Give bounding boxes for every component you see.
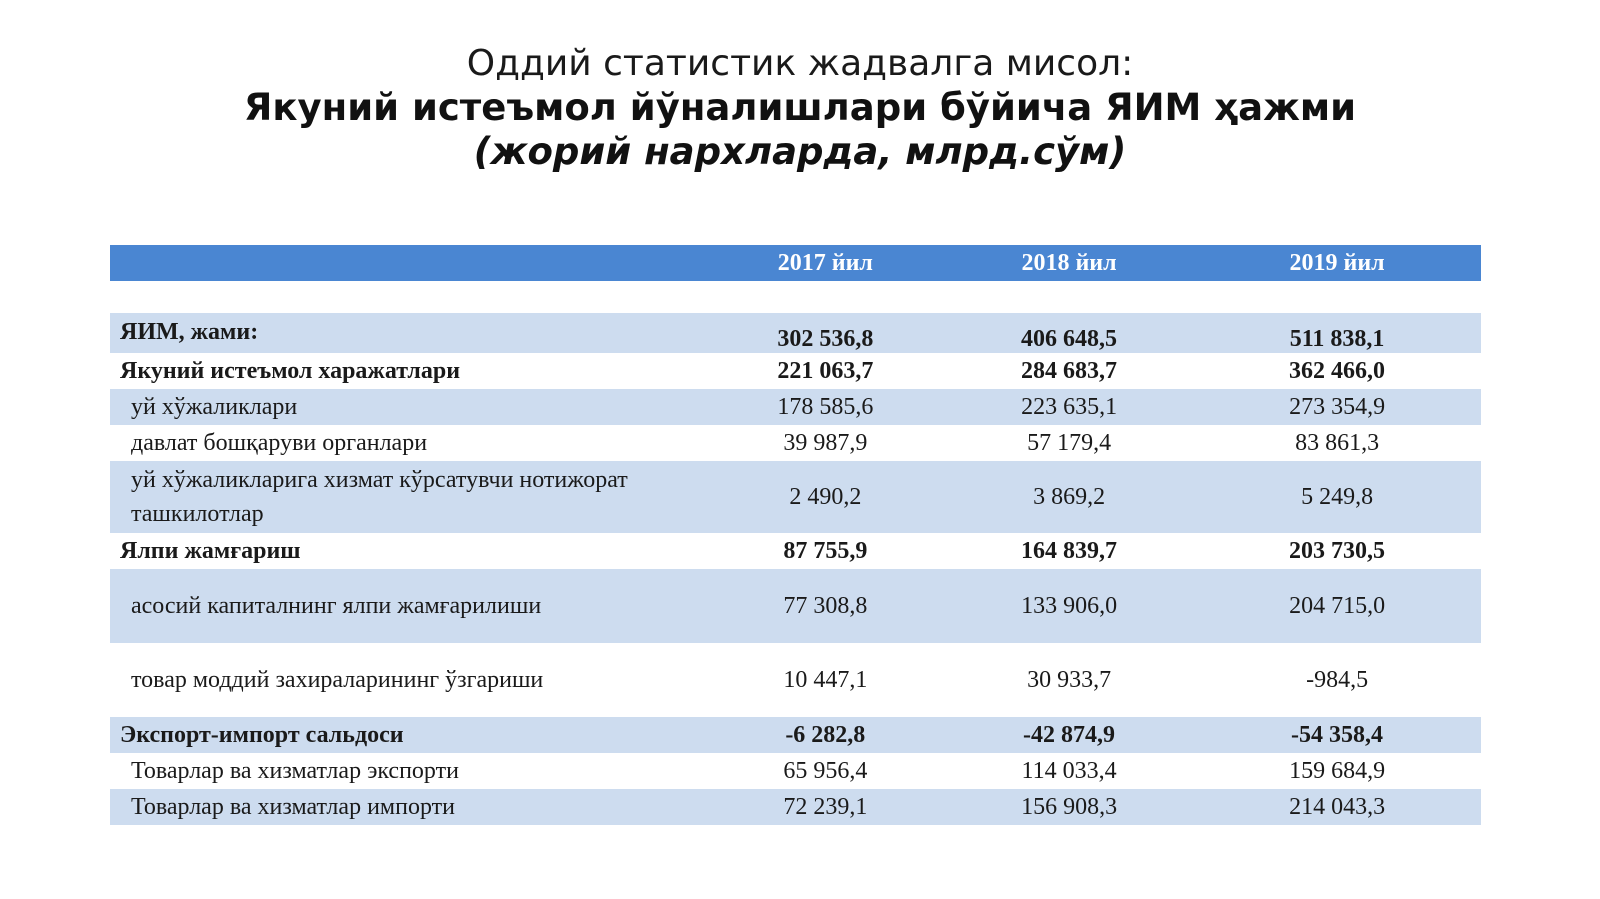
table-row	[110, 569, 1481, 643]
row-value: 87 755,9	[783, 537, 868, 564]
row-value: 3 869,2	[1033, 483, 1106, 510]
row-value: 223 635,1	[1021, 393, 1118, 420]
row-label: Товарлар ва хизматлар импорти	[131, 794, 455, 820]
row-value: 114 033,4	[1021, 757, 1117, 784]
row-value: 362 466,0	[1289, 357, 1386, 384]
row-value: 204 715,0	[1289, 592, 1386, 619]
table-row	[110, 461, 1481, 533]
table-row	[110, 789, 1481, 825]
title-line-1: Оддий статистик жадвалга мисол:	[466, 43, 1134, 84]
slide-title	[0, 42, 1600, 174]
table-row	[110, 425, 1481, 461]
row-value: 10 447,1	[783, 666, 868, 693]
header-cell-2017: 2017 йил	[777, 249, 873, 276]
table-row	[110, 753, 1481, 789]
row-value: -6 282,8	[785, 721, 866, 748]
header-cell-2018: 2018 йил	[1021, 249, 1117, 276]
row-label: Якуний истеъмол харажатлари	[120, 358, 461, 384]
row-label: ЯИМ, жами:	[120, 319, 259, 345]
row-value: 284 683,7	[1021, 357, 1118, 384]
row-label: Экспорт-импорт сальдоси	[120, 722, 404, 748]
row-value: 273 354,9	[1289, 393, 1386, 420]
row-value: 133 906,0	[1021, 592, 1118, 619]
row-value: 178 585,6	[777, 393, 874, 420]
table-row	[110, 717, 1481, 753]
table-row	[110, 389, 1481, 425]
row-value: 2 490,2	[789, 483, 862, 510]
row-value: 214 043,3	[1289, 793, 1386, 820]
row-value: 511 838,1	[1289, 325, 1385, 352]
row-value: -42 874,9	[1023, 721, 1116, 748]
header-spacer	[110, 281, 1481, 313]
row-value: 159 684,9	[1289, 757, 1386, 784]
title-line-2: Якуний истеъмол йўналишлари бўйича ЯИМ ҳажми	[243, 86, 1357, 129]
row-value: 164 839,7	[1021, 537, 1118, 564]
row-label: Ялпи жамғариш	[120, 538, 301, 564]
title-line-3: (жорий нархларда, млрд.сўм)	[473, 130, 1127, 173]
table-row	[110, 533, 1481, 569]
row-value: -54 358,4	[1291, 721, 1384, 748]
row-value: 406 648,5	[1021, 325, 1118, 352]
header-cell-2019: 2019 йил	[1289, 249, 1385, 276]
row-value: 39 987,9	[783, 429, 868, 456]
row-label: давлат бошқаруви органлари	[131, 430, 428, 456]
row-value: 57 179,4	[1027, 429, 1112, 456]
row-value: 72 239,1	[783, 793, 868, 820]
row-value: 156 908,3	[1021, 793, 1118, 820]
row-value: 221 063,7	[777, 357, 874, 384]
row-label: Товарлар ва хизматлар экспорти	[131, 758, 459, 784]
table-row	[110, 313, 1481, 353]
table-row	[110, 643, 1481, 717]
row-value: 30 933,7	[1027, 666, 1112, 693]
row-value: -984,5	[1306, 666, 1369, 693]
table-row	[110, 353, 1481, 389]
table-header-row	[110, 245, 1481, 281]
row-label: уй хўжаликлари	[131, 394, 298, 420]
row-label: асосий капиталнинг ялпи жамғарилиши	[131, 593, 542, 619]
row-value: 5 249,8	[1301, 483, 1374, 510]
row-label: товар моддий захираларининг ўзгариши	[131, 667, 544, 693]
row-value: 83 861,3	[1295, 429, 1380, 456]
row-value: 65 956,4	[783, 757, 868, 784]
row-label: уй хўжаликларига хизмат кўрсатувчи нотижорат ташкилотлар	[131, 467, 628, 527]
row-value: 302 536,8	[777, 325, 874, 352]
row-value: 203 730,5	[1289, 537, 1386, 564]
row-value: 77 308,8	[783, 592, 868, 619]
gdp-table	[110, 245, 1481, 825]
